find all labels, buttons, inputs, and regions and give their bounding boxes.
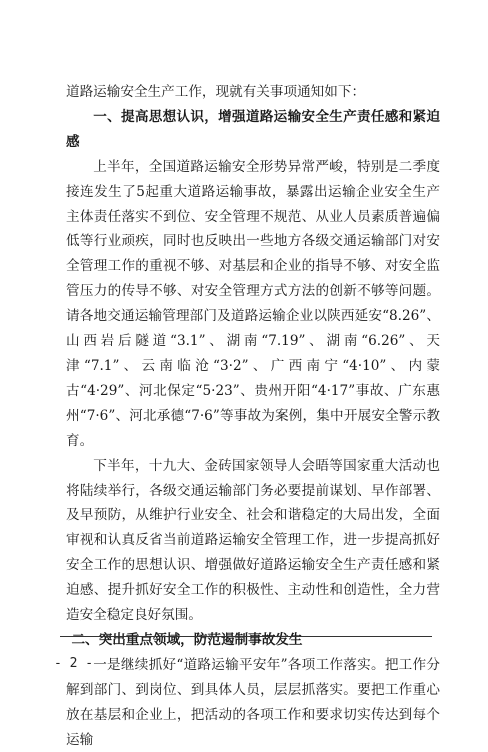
page-number: - 2 - bbox=[54, 656, 94, 671]
section-2-paragraph-1: 一是继续抓好“道路运输平安年”各项工作落实。把工作分解到部门、到岗位、到具体人员，层层抓落实。要把工作重心放在基层和企业上，把活动的各项工作和要求切实传达到每个运输 bbox=[66, 656, 440, 748]
document-body bbox=[66, 80, 440, 752]
footer-divider bbox=[60, 636, 432, 637]
section-1-paragraph-2: 下半年，十九大、金砖国家领导人会晤等国家重大活动也将陆续举行，各级交通运输部门务必要提前谋划、早作部署、及早预防，从维护行业安全、社会和谐稳定的大局出发，全面审视和认真反省当前道路运输安全管理工作，进一步提高抓好安全工作的思想认识、增强做好道路运输安全生产责任感和紧迫感、提升抓好安全工作的积极性、主动性和创造性，全力营造安全稳定良好氛围。 bbox=[66, 457, 440, 624]
section-1-paragraph-1: 上半年，全国道路运输安全形势异常严峻，特别是二季度接连发生了5起重大道路运输事故，暴露出运输企业安全生产主体责任落实不到位、安全管理不规范、从业人员素质普遍偏低等行业顽疾，同时也反映出一些地方各级交通运输部门对安全管理工作的重视不够、对基层和企业的指导不够、对安全监管压力的传导不够、对安全管理方式方法的创新不够等问题。请各地交通运输管理部门及道路运输企业以陕西延安“8.26”、山西岩后隧道“3.1”、湖南“7.19”、湖南“6.26”、天津“7.1”、云南临沧“3·2”、广西南宁“4·10”、内蒙古“4·29”、河北保定“5·23”、贵州开阳“4·17”事故、广东惠州“7·6”、河北承德“7·6”等事故为案例，集中开展安全警示教育。 bbox=[66, 158, 440, 449]
intro-line: 道路运输安全生产工作，现就有关事项通知如下： bbox=[66, 84, 366, 100]
section-1-heading: 一、提高思想认识，增强道路运输安全生产责任感和紧迫感 bbox=[66, 108, 440, 150]
section-2-heading: 二、突出重点领域，防范遏制事故发生 bbox=[71, 631, 303, 648]
